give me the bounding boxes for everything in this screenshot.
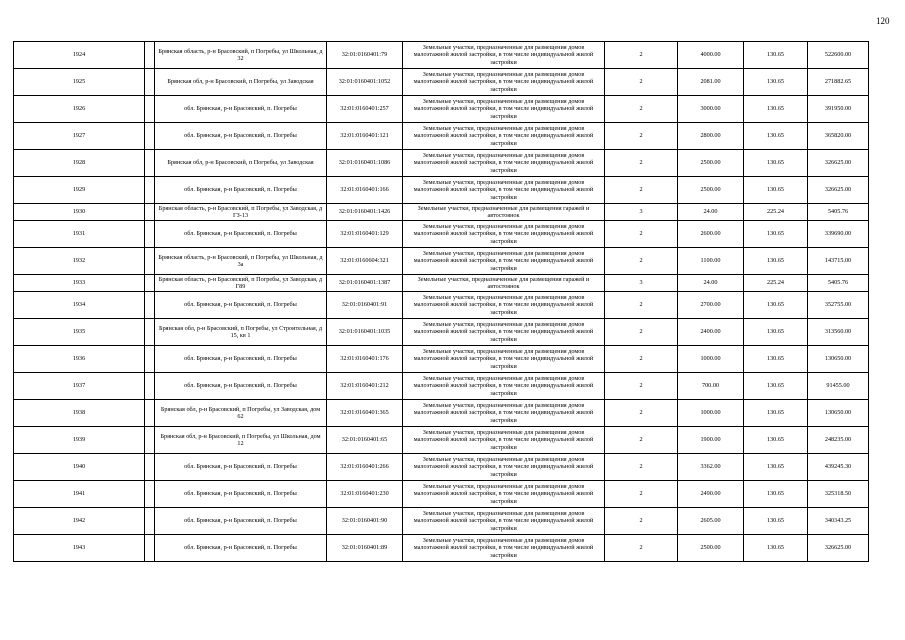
cell-area: 4000.00 [678,42,744,69]
cell-address: обл. Брянская, р-н Брасовский, п. Погребы [155,123,327,150]
cell-group: 2 [605,319,678,346]
cell-cadastral-number: 32:01:0160604:321 [327,248,403,275]
land-register-table [13,41,869,562]
table-row [14,96,869,123]
cell-group: 2 [605,454,678,481]
cell-empty [145,177,155,204]
cell-address: обл. Брянская, р-н Брасовский, п. Погребы [155,535,327,562]
cell-number: 1940 [14,454,145,481]
cell-number: 1936 [14,346,145,373]
cell-cadastral-value: 325318.50 [808,481,869,508]
cell-cadastral-value: 365820.00 [808,123,869,150]
cell-land-use: Земельные участки, предназначенные для размещения домов малоэтажной жилой застройки, в том числе индивидуальной жилой застройки [403,346,605,373]
cell-empty [145,204,155,221]
table-row [14,373,869,400]
cell-empty [145,346,155,373]
cell-specific-value: 130.65 [744,346,808,373]
cell-land-use: Земельные участки, предназначенные для размещения домов малоэтажной жилой застройки, в том числе индивидуальной жилой застройки [403,177,605,204]
table-row [14,150,869,177]
table-row [14,248,869,275]
cell-land-use: Земельные участки, предназначенные для размещения домов малоэтажной жилой застройки, в том числе индивидуальной жилой застройки [403,292,605,319]
cell-specific-value: 130.65 [744,248,808,275]
cell-cadastral-number: 32:01:0160401:1086 [327,150,403,177]
cell-area: 2800.00 [678,123,744,150]
cell-cadastral-value: 248235.00 [808,427,869,454]
cell-number: 1932 [14,248,145,275]
cell-number: 1929 [14,177,145,204]
cell-cadastral-value: 352755.00 [808,292,869,319]
cell-specific-value: 225.24 [744,275,808,292]
cell-address: Брянская обл, р-н Брасовский, п Погребы, ул Заводская [155,69,327,96]
cell-area: 3362.00 [678,454,744,481]
cell-cadastral-value: 326625.00 [808,150,869,177]
cell-land-use: Земельные участки, предназначенные для размещения домов малоэтажной жилой застройки, в том числе индивидуальной жилой застройки [403,373,605,400]
cell-area: 2500.00 [678,150,744,177]
cell-area: 1100.00 [678,248,744,275]
cell-cadastral-value: 271882.65 [808,69,869,96]
table-row [14,204,869,221]
cell-area: 2490.00 [678,481,744,508]
cell-number: 1926 [14,96,145,123]
cell-empty [145,123,155,150]
cell-number: 1937 [14,373,145,400]
cell-specific-value: 130.65 [744,481,808,508]
cell-number: 1925 [14,69,145,96]
cell-specific-value: 130.65 [744,123,808,150]
cell-group: 2 [605,69,678,96]
cell-area: 2500.00 [678,535,744,562]
cell-number: 1935 [14,319,145,346]
cell-area: 1000.00 [678,400,744,427]
cell-land-use: Земельные участки, предназначенные для размещения гаражей и автостоянок [403,204,605,221]
cell-cadastral-number: 32:01:0160401:65 [327,427,403,454]
cell-address: Брянская обл, р-н Брасовский, п Погребы, ул Школьная, дом 12 [155,427,327,454]
cell-address: обл. Брянская, р-н Брасовский, п. Погребы [155,177,327,204]
cell-specific-value: 130.65 [744,69,808,96]
cell-cadastral-value: 439245.30 [808,454,869,481]
cell-land-use: Земельные участки, предназначенные для размещения домов малоэтажной жилой застройки, в том числе индивидуальной жилой застройки [403,535,605,562]
cell-cadastral-number: 32:01:0160401:89 [327,535,403,562]
cell-land-use: Земельные участки, предназначенные для размещения домов малоэтажной жилой застройки, в том числе индивидуальной жилой застройки [403,400,605,427]
cell-specific-value: 130.65 [744,373,808,400]
cell-group: 2 [605,150,678,177]
cell-number: 1931 [14,221,145,248]
cell-cadastral-value: 340343.25 [808,508,869,535]
cell-cadastral-number: 32:01:0160401:79 [327,42,403,69]
cell-address: Брянская область, р-н Брасовский, п Погребы, ул Заводская, д ГЗ-13 [155,204,327,221]
cell-area: 2600.00 [678,221,744,248]
cell-land-use: Земельные участки, предназначенные для размещения домов малоэтажной жилой застройки, в том числе индивидуальной жилой застройки [403,248,605,275]
cell-land-use: Земельные участки, предназначенные для размещения домов малоэтажной жилой застройки, в том числе индивидуальной жилой застройки [403,481,605,508]
cell-cadastral-value: 326625.00 [808,535,869,562]
cell-land-use: Земельные участки, предназначенные для размещения домов малоэтажной жилой застройки, в том числе индивидуальной жилой застройки [403,96,605,123]
cell-number: 1941 [14,481,145,508]
table-row [14,481,869,508]
cell-group: 2 [605,123,678,150]
cell-address: Брянская область, р-н Брасовский, п Погребы, ул Школьная, д 3а [155,248,327,275]
cell-area: 24.00 [678,275,744,292]
cell-cadastral-number: 32:01:0160401:212 [327,373,403,400]
cell-area: 2400.00 [678,319,744,346]
cell-specific-value: 130.65 [744,177,808,204]
cell-address: обл. Брянская, р-н Брасовский, п. Погребы [155,96,327,123]
table-body [14,42,869,562]
cell-specific-value: 130.65 [744,535,808,562]
cell-group: 2 [605,346,678,373]
table-row [14,177,869,204]
cell-number: 1942 [14,508,145,535]
cell-empty [145,319,155,346]
cell-area: 3000.00 [678,96,744,123]
cell-cadastral-value: 313560.00 [808,319,869,346]
cell-group: 2 [605,96,678,123]
cell-specific-value: 130.65 [744,454,808,481]
table-row [14,454,869,481]
cell-cadastral-value: 326625.00 [808,177,869,204]
cell-number: 1933 [14,275,145,292]
cell-group: 2 [605,177,678,204]
cell-land-use: Земельные участки, предназначенные для размещения домов малоэтажной жилой застройки, в том числе индивидуальной жилой застройки [403,427,605,454]
cell-specific-value: 130.65 [744,427,808,454]
table-row [14,42,869,69]
cell-area: 2700.00 [678,292,744,319]
cell-group: 2 [605,535,678,562]
cell-empty [145,508,155,535]
cell-number: 1943 [14,535,145,562]
cell-cadastral-number: 32:01:0160401:257 [327,96,403,123]
cell-area: 1000.00 [678,346,744,373]
cell-specific-value: 130.65 [744,96,808,123]
cell-specific-value: 130.65 [744,292,808,319]
cell-specific-value: 130.65 [744,400,808,427]
cell-address: Брянская область, р-н Брасовский, п Погребы, ул Заводская, д Г89 [155,275,327,292]
cell-address: Брянская обл, р-н Брасовский, п Погребы, ул Строительная, д 15, кв 1 [155,319,327,346]
cell-number: 1939 [14,427,145,454]
cell-cadastral-number: 32:01:0160401:90 [327,508,403,535]
cell-group: 2 [605,427,678,454]
cell-group: 2 [605,248,678,275]
cell-group: 2 [605,221,678,248]
cell-area: 2081.00 [678,69,744,96]
cell-empty [145,292,155,319]
table-row [14,427,869,454]
cell-cadastral-number: 32:01:0160401:266 [327,454,403,481]
cell-empty [145,427,155,454]
cell-specific-value: 130.65 [744,508,808,535]
cell-cadastral-number: 32:01:0160401:129 [327,221,403,248]
cell-area: 2605.00 [678,508,744,535]
cell-area: 2500.00 [678,177,744,204]
cell-number: 1928 [14,150,145,177]
cell-group: 3 [605,204,678,221]
cell-empty [145,221,155,248]
table-row [14,535,869,562]
table-row [14,123,869,150]
cell-area: 1900.00 [678,427,744,454]
cell-land-use: Земельные участки, предназначенные для размещения домов малоэтажной жилой застройки, в том числе индивидуальной жилой застройки [403,123,605,150]
cell-empty [145,454,155,481]
cell-cadastral-value: 391950.00 [808,96,869,123]
cell-cadastral-number: 32:01:0160401:230 [327,481,403,508]
cell-address: Брянская обл, р-н Брасовский, п Погребы, ул Заводская [155,150,327,177]
cell-specific-value: 225.24 [744,204,808,221]
table-row [14,508,869,535]
table-row [14,346,869,373]
cell-empty [145,275,155,292]
cell-land-use: Земельные участки, предназначенные для размещения домов малоэтажной жилой застройки, в том числе индивидуальной жилой застройки [403,454,605,481]
cell-cadastral-value: 130650.00 [808,346,869,373]
cell-land-use: Земельные участки, предназначенные для размещения домов малоэтажной жилой застройки, в том числе индивидуальной жилой застройки [403,69,605,96]
cell-number: 1938 [14,400,145,427]
cell-cadastral-number: 32:01:0160401:1387 [327,275,403,292]
cell-cadastral-number: 32:01:0160401:1426 [327,204,403,221]
cell-land-use: Земельные участки, предназначенные для размещения домов малоэтажной жилой застройки, в том числе индивидуальной жилой застройки [403,508,605,535]
table-row [14,275,869,292]
cell-empty [145,400,155,427]
cell-land-use: Земельные участки, предназначенные для размещения гаражей и автостоянок [403,275,605,292]
cell-cadastral-value: 5405.76 [808,204,869,221]
cell-cadastral-value: 522600.00 [808,42,869,69]
cell-empty [145,69,155,96]
cell-address: обл. Брянская, р-н Брасовский, п. Погребы [155,481,327,508]
table-row [14,221,869,248]
cell-address: Брянская область, р-н Брасовский, п Погребы, ул Школьная, д 32 [155,42,327,69]
cell-empty [145,150,155,177]
cell-area: 700.00 [678,373,744,400]
cell-address: обл. Брянская, р-н Брасовский, п. Погребы [155,454,327,481]
cell-cadastral-value: 143715.00 [808,248,869,275]
cell-cadastral-number: 32:01:0160401:121 [327,123,403,150]
cell-specific-value: 130.65 [744,319,808,346]
cell-area: 24.00 [678,204,744,221]
cell-cadastral-value: 339690.00 [808,221,869,248]
cell-cadastral-number: 32:01:0160401:365 [327,400,403,427]
cell-empty [145,248,155,275]
cell-group: 3 [605,275,678,292]
cell-empty [145,535,155,562]
cell-empty [145,481,155,508]
cell-land-use: Земельные участки, предназначенные для размещения домов малоэтажной жилой застройки, в том числе индивидуальной жилой застройки [403,150,605,177]
cell-land-use: Земельные участки, предназначенные для размещения домов малоэтажной жилой застройки, в том числе индивидуальной жилой застройки [403,319,605,346]
page-number: 120 [876,16,890,26]
cell-number: 1934 [14,292,145,319]
table-row [14,400,869,427]
cell-cadastral-value: 130650.00 [808,400,869,427]
cell-address: обл. Брянская, р-н Брасовский, п. Погребы [155,292,327,319]
cell-empty [145,373,155,400]
cell-number: 1927 [14,123,145,150]
cell-land-use: Земельные участки, предназначенные для размещения домов малоэтажной жилой застройки, в том числе индивидуальной жилой застройки [403,221,605,248]
cell-cadastral-number: 32:01:0160401:176 [327,346,403,373]
cell-group: 2 [605,481,678,508]
table-row [14,69,869,96]
cell-address: обл. Брянская, р-н Брасовский, п. Погребы [155,221,327,248]
cell-cadastral-value: 5405.76 [808,275,869,292]
cell-land-use: Земельные участки, предназначенные для размещения домов малоэтажной жилой застройки, в том числе индивидуальной жилой застройки [403,42,605,69]
cell-cadastral-number: 32:01:0160401:1035 [327,319,403,346]
cell-empty [145,96,155,123]
table-row [14,292,869,319]
table-row [14,319,869,346]
cell-cadastral-number: 32:01:0160401:166 [327,177,403,204]
cell-address: обл. Брянская, р-н Брасовский, п. Погребы [155,346,327,373]
cell-address: обл. Брянская, р-н Брасовский, п. Погребы [155,373,327,400]
cell-cadastral-number: 32:01:0160401:1052 [327,69,403,96]
cell-group: 2 [605,292,678,319]
cell-address: Брянская обл, р-н Брасовский, п Погребы, ул Заводская, дом 62 [155,400,327,427]
cell-empty [145,42,155,69]
cell-number: 1924 [14,42,145,69]
cell-address: обл. Брянская, р-н Брасовский, п. Погребы [155,508,327,535]
cell-cadastral-number: 32:01:0160401:91 [327,292,403,319]
cell-group: 2 [605,508,678,535]
cell-group: 2 [605,42,678,69]
cell-group: 2 [605,373,678,400]
cell-specific-value: 130.65 [744,42,808,69]
cell-number: 1930 [14,204,145,221]
cell-specific-value: 130.65 [744,221,808,248]
cell-specific-value: 130.65 [744,150,808,177]
cell-cadastral-value: 91455.00 [808,373,869,400]
cell-group: 2 [605,400,678,427]
